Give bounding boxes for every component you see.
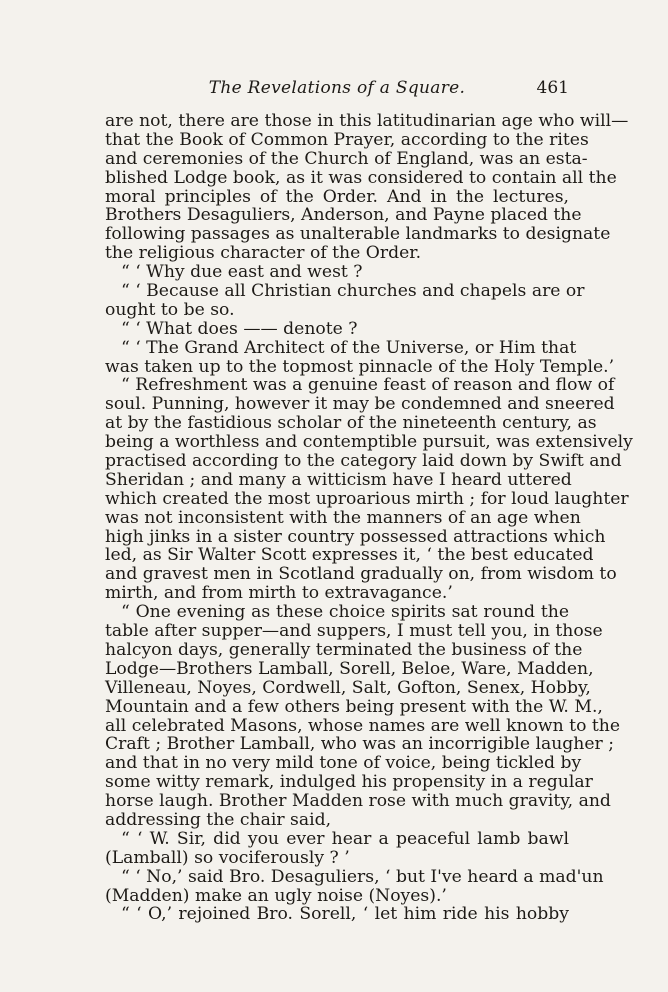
text-line: addressing the chair said, — [105, 809, 332, 830]
text-line: soul. Punning, however it may be condemned and sneered — [105, 394, 615, 415]
page-header — [105, 78, 569, 102]
text-line: was not inconsistent with the manners of an age when — [105, 507, 581, 528]
page-number: 461 — [536, 78, 569, 98]
text-line: table after supper—and suppers, I must tell you, in those — [105, 621, 603, 642]
text-line: which created the most uproarious mirth ; for loud laughter — [105, 488, 629, 509]
text-line: following passages as unalterable landmarks to designate — [105, 224, 611, 245]
text-line: “ ‘ Why due east and west ? — [121, 262, 363, 283]
text-line: “ ‘ The Grand Architect of the Universe, or Him that — [121, 337, 577, 358]
text-line: “ ‘ W. Sir, did you ever hear a peaceful lamb bawl — [121, 828, 569, 849]
text-line: “ ‘ No,’ said Bro. Desaguliers, ‘ but I've heard a mad'un — [121, 866, 604, 887]
text-line: being a worthless and contemptible pursuit, was extensively — [105, 432, 633, 453]
text-line: that the Book of Common Prayer, according to the rites — [105, 129, 589, 150]
text-line: some witty remark, indulged his propensity in a regular — [105, 772, 593, 793]
text-line: and gravest men in Scotland gradually on, from wisdom to — [105, 564, 617, 585]
text-line: Craft ; Brother Lamball, who was an incorrigible laugher ; — [105, 734, 614, 755]
text-line: all celebrated Masons, whose names are well known to the — [105, 715, 621, 736]
text-line: “ One evening as these choice spirits sat round the — [121, 602, 569, 623]
text-line: Sheridan ; and many a witticism have I heard uttered — [105, 469, 572, 490]
text-line: practised according to the category laid down by Swift and — [105, 451, 622, 472]
text-line: led, as Sir Walter Scott expresses it, ‘ the best educated — [105, 545, 594, 566]
text-line: (Madden) make an ugly noise (Noyes).’ — [105, 885, 447, 906]
text-line: was taken up to the topmost pinnacle of the Holy Temple.’ — [105, 356, 615, 377]
text-line: “ ‘ O,’ rejoined Bro. Sorell, ‘ let him ride his hobby — [121, 904, 569, 925]
text-line: Villeneau, Noyes, Cordwell, Salt, Gofton, Senex, Hobby, — [105, 677, 591, 698]
text-line: horse laugh. Brother Madden rose with much gravity, and — [105, 791, 611, 812]
text-line: the religious character of the Order. — [105, 243, 422, 264]
text-line: blished Lodge book, as it was considered to contain all the — [105, 167, 617, 188]
text-line: ought to be so. — [105, 299, 235, 320]
text-line: Brothers Desaguliers, Anderson, and Payne placed the — [105, 205, 582, 226]
text-line: and ceremonies of the Church of England, was an esta- — [105, 148, 588, 169]
text-line: halcyon days, generally terminated the business of the — [105, 639, 583, 660]
text-line: Lodge—Brothers Lamball, Sorell, Beloe, Ware, Madden, — [105, 658, 594, 679]
text-line: and that in no very mild tone of voice, being tickled by — [105, 753, 582, 774]
body-text — [105, 111, 633, 925]
text-line: “ Refreshment was a genuine feast of reason and flow of — [121, 375, 615, 396]
text-line: mirth, and from mirth to extravagance.’ — [105, 583, 453, 604]
text-line: moral principles of the Order. And in the lectures, — [105, 186, 569, 207]
text-line: “ ‘ Because all Christian churches and chapels are or — [121, 281, 585, 302]
text-line: at by the fastidious scholar of the nineteenth century, as — [105, 413, 597, 434]
running-title: The Revelations of a Square. — [208, 78, 466, 98]
text-line: “ ‘ What does —— denote ? — [121, 318, 358, 339]
text-line: high jinks in a sister country possessed attractions which — [105, 526, 606, 547]
text-line: (Lamball) so vociferously ? ’ — [105, 847, 350, 868]
text-line: are not, there are those in this latitudinarian age who will— — [105, 111, 629, 131]
text-line: Mountain and a few others being present with the W. M., — [105, 696, 603, 717]
